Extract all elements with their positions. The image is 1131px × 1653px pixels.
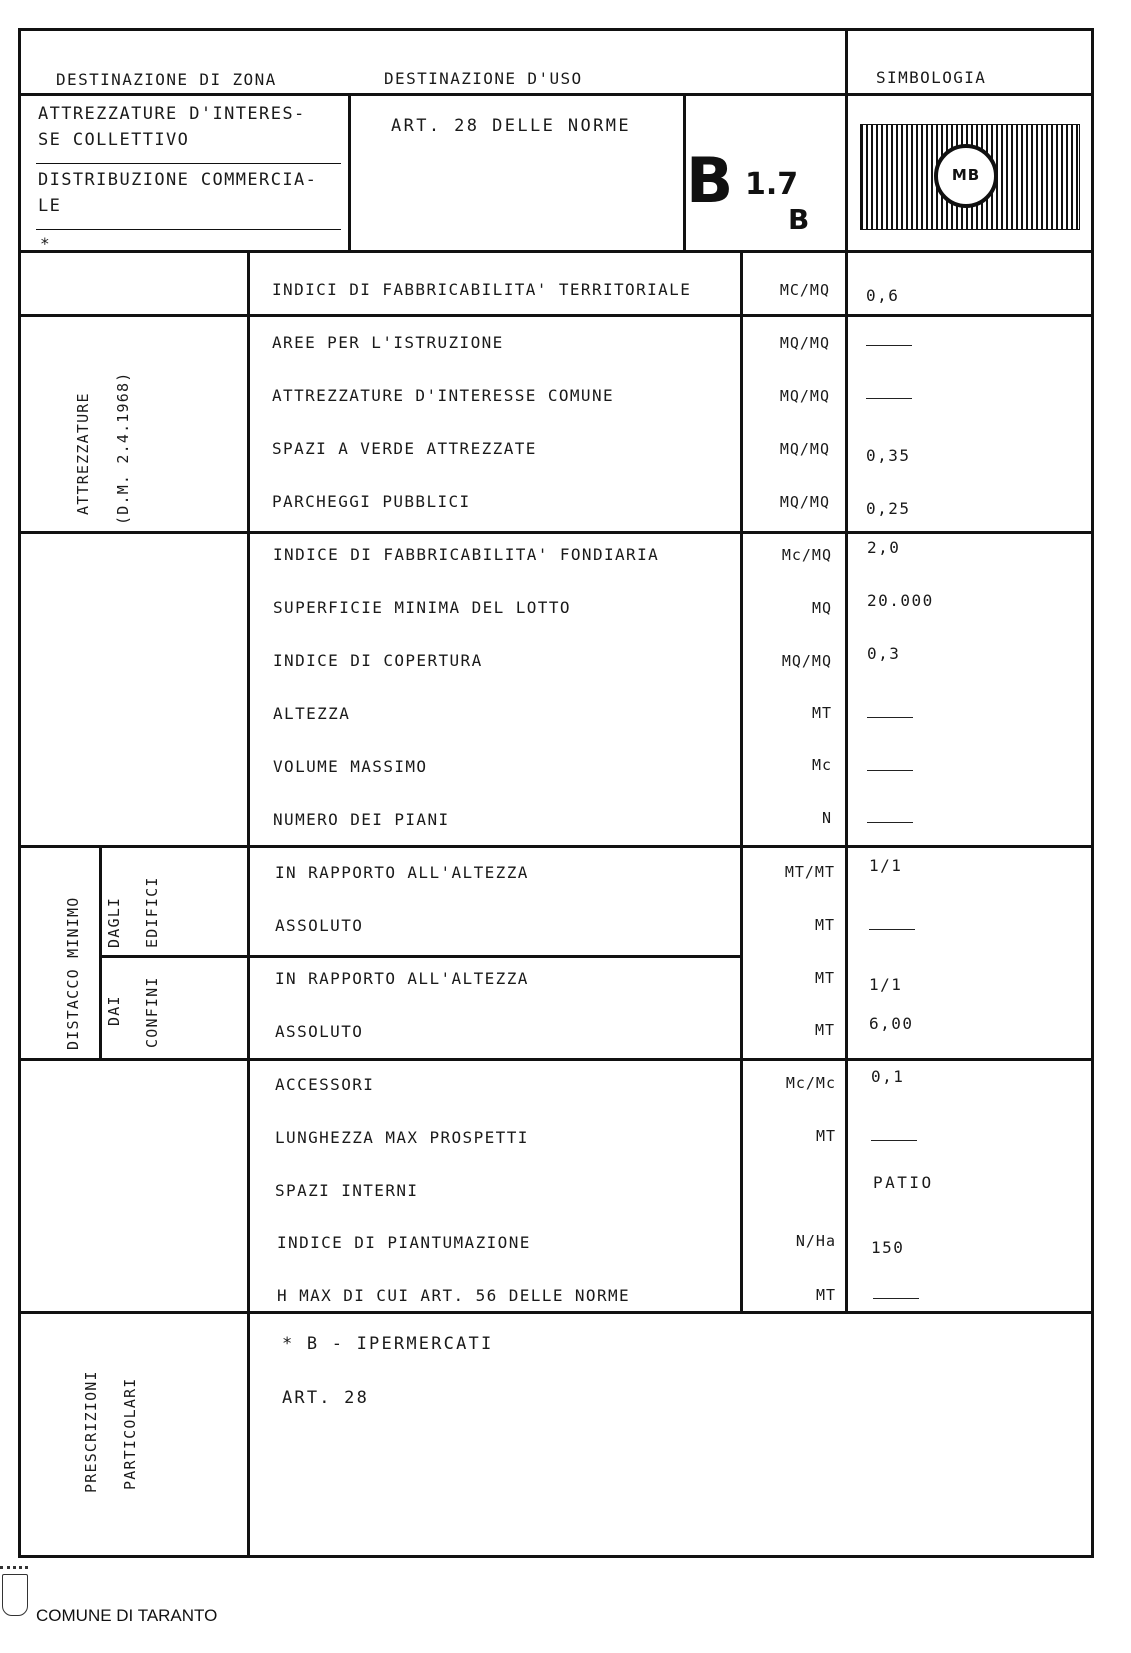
fondiaria-row-unit: Mc/MQ [781,546,832,564]
altri-row-label: ACCESSORI [275,1075,375,1094]
fondiaria-row-label: SUPERFICIE MINIMA DEL LOTTO [273,598,571,617]
zone-asterisk: * [40,234,52,253]
taranto-crest-icon [2,1574,28,1616]
fondiaria-row-label: INDICE DI FABBRICABILITA' FONDIARIA [273,545,660,564]
prescrizioni-group-line2: PARTICOLARI [121,1377,139,1490]
attrezzature-group-label: ATTREZZATURE [74,392,92,515]
attrezzature-row-label: PARCHEGGI PUBBLICI [272,492,471,511]
distacco-row-label: IN RAPPORTO ALL'ALTEZZA [275,863,529,882]
distacco-row-unit: MT [814,969,835,987]
fondiaria-row-label: ALTEZZA [273,704,351,723]
rule-vertical-unit [740,250,743,1311]
fondiaria-row-unit: MT [811,704,832,722]
zone-code-main: B [686,144,734,217]
rule-fondiaria-bottom [18,845,1094,848]
distacco-row-label: IN RAPPORTO ALL'ALTEZZA [275,969,529,988]
attrezzature-row-unit: MQ/MQ [779,493,830,511]
altri-row-unit: MT [815,1127,836,1145]
fondiaria-row-label: VOLUME MASSIMO [273,757,428,776]
distacco-row-value-dash [869,929,915,930]
distacco-row-value: 6,00 [869,1014,914,1033]
rule-attrezzature-bottom [18,531,1094,534]
zone-line-1b: SE COLLETTIVO [38,130,190,150]
attrezzature-row-unit: MQ/MQ [779,334,830,352]
territorial-label: INDICI DI FABBRICABILITA' TERRITORIALE [272,280,692,299]
altri-row-label: SPAZI INTERNI [275,1181,419,1200]
altri-row-unit: Mc/Mc [785,1074,836,1092]
attrezzature-row-unit: MQ/MQ [779,440,830,458]
distacco-row-label: ASSOLUTO [275,916,364,935]
distacco-row-unit: MT/MT [784,863,835,881]
distacco-edifici-line2: EDIFICI [143,876,161,948]
attrezzature-row-value: 0,35 [866,446,911,465]
fondiaria-row-unit: N [821,809,832,827]
header-symbol-label: SIMBOLOGIA [876,68,987,87]
altri-row-label: LUNGHEZZA MAX PROSPETTI [275,1128,529,1147]
altri-row-value: 150 [871,1238,905,1257]
fondiaria-row-value-dash [867,770,913,771]
rule-vertical-symbol [845,28,848,1311]
header-zone-label: DESTINAZIONE DI ZONA [56,70,277,89]
rule-header-bottom [18,93,1094,96]
zone-code-sub: B [788,203,810,236]
altri-row-label: H MAX DI CUI ART. 56 DELLE NORME [277,1286,631,1305]
fondiaria-row-value: 0,3 [867,644,901,663]
attrezzature-group-dm: (D.M. 2.4.1968) [114,371,132,525]
prescrizioni-line-2: ART. 28 [282,1388,370,1408]
altri-row-value-dash [871,1140,917,1141]
altri-row-unit: N/Ha [795,1232,836,1250]
rule-vertical-zone [348,93,351,250]
rule-altri-bottom [18,1311,1094,1314]
form-outer-frame [18,28,1094,1558]
distacco-row-value: 1/1 [869,856,903,875]
rule-vertical-label [247,250,250,1558]
fondiaria-row-value: 2,0 [867,538,901,557]
fondiaria-row-label: INDICE DI COPERTURA [273,651,483,670]
attrezzature-row-value-dash [866,345,912,346]
fondiaria-row-unit: MQ/MQ [781,652,832,670]
fondiaria-row-value-dash [867,717,913,718]
attrezzature-row-unit: MQ/MQ [779,387,830,405]
altri-row-label: INDICE DI PIANTUMAZIONE [277,1233,531,1252]
rule-distacco-bottom [18,1058,1094,1061]
distacco-edifici-line1: DAGLI [105,896,123,948]
distacco-confini-line2: CONFINI [143,976,161,1048]
rule-zone-thin-2 [36,229,341,230]
attrezzature-row-value-dash [866,398,912,399]
rule-territorial-bottom [18,314,1094,317]
zone-line-2a: DISTRIBUZIONE COMMERCIA- [38,170,318,190]
symbol-label: MB [951,166,981,184]
fondiaria-row-value: 20.000 [867,591,934,610]
rule-zone-bottom [18,250,1094,253]
distacco-row-value: 1/1 [869,975,903,994]
rule-vertical-distacco [99,845,102,1058]
rule-zone-thin-1 [36,163,341,164]
fondiaria-row-value-dash [867,822,913,823]
zone-line-2b: LE [38,196,62,216]
attrezzature-row-label: AREE PER L'ISTRUZIONE [272,333,504,352]
fondiaria-row-label: NUMERO DEI PIANI [273,810,450,829]
zone-code-number: 1.7 [745,167,799,202]
rule-distacco-mid [99,955,742,958]
fondiaria-row-unit: MQ [811,599,832,617]
altri-row-unit: MT [815,1286,836,1304]
header-use-label: DESTINAZIONE D'USO [384,69,583,88]
footer-municipality: COMUNE DI TARANTO [36,1606,218,1625]
attrezzature-row-label: SPAZI A VERDE ATTREZZATE [272,439,537,458]
altri-row-value-dash [873,1298,919,1299]
distacco-group-label: DISTACCO MINIMO [64,896,82,1050]
distacco-confini-line1: DAI [105,995,123,1026]
territorial-value: 0,6 [866,286,900,305]
altri-row-value: PATIO [873,1173,934,1192]
distacco-row-label: ASSOLUTO [275,1022,364,1041]
zone-line-1a: ATTREZZATURE D'INTERES- [38,104,306,124]
fondiaria-row-unit: Mc [811,756,832,774]
distacco-row-unit: MT [814,1021,835,1039]
prescrizioni-line-1: * B - IPERMERCATI [282,1334,494,1354]
altri-row-value: 0,1 [871,1067,905,1086]
use-article-text: ART. 28 DELLE NORME [391,116,632,136]
distacco-row-unit: MT [814,916,835,934]
attrezzature-row-value: 0,25 [866,499,911,518]
prescrizioni-group-line1: PRESCRIZIONI [82,1370,100,1493]
territorial-unit: MC/MQ [779,281,830,299]
attrezzature-row-label: ATTREZZATURE D'INTERESSE COMUNE [272,386,615,405]
